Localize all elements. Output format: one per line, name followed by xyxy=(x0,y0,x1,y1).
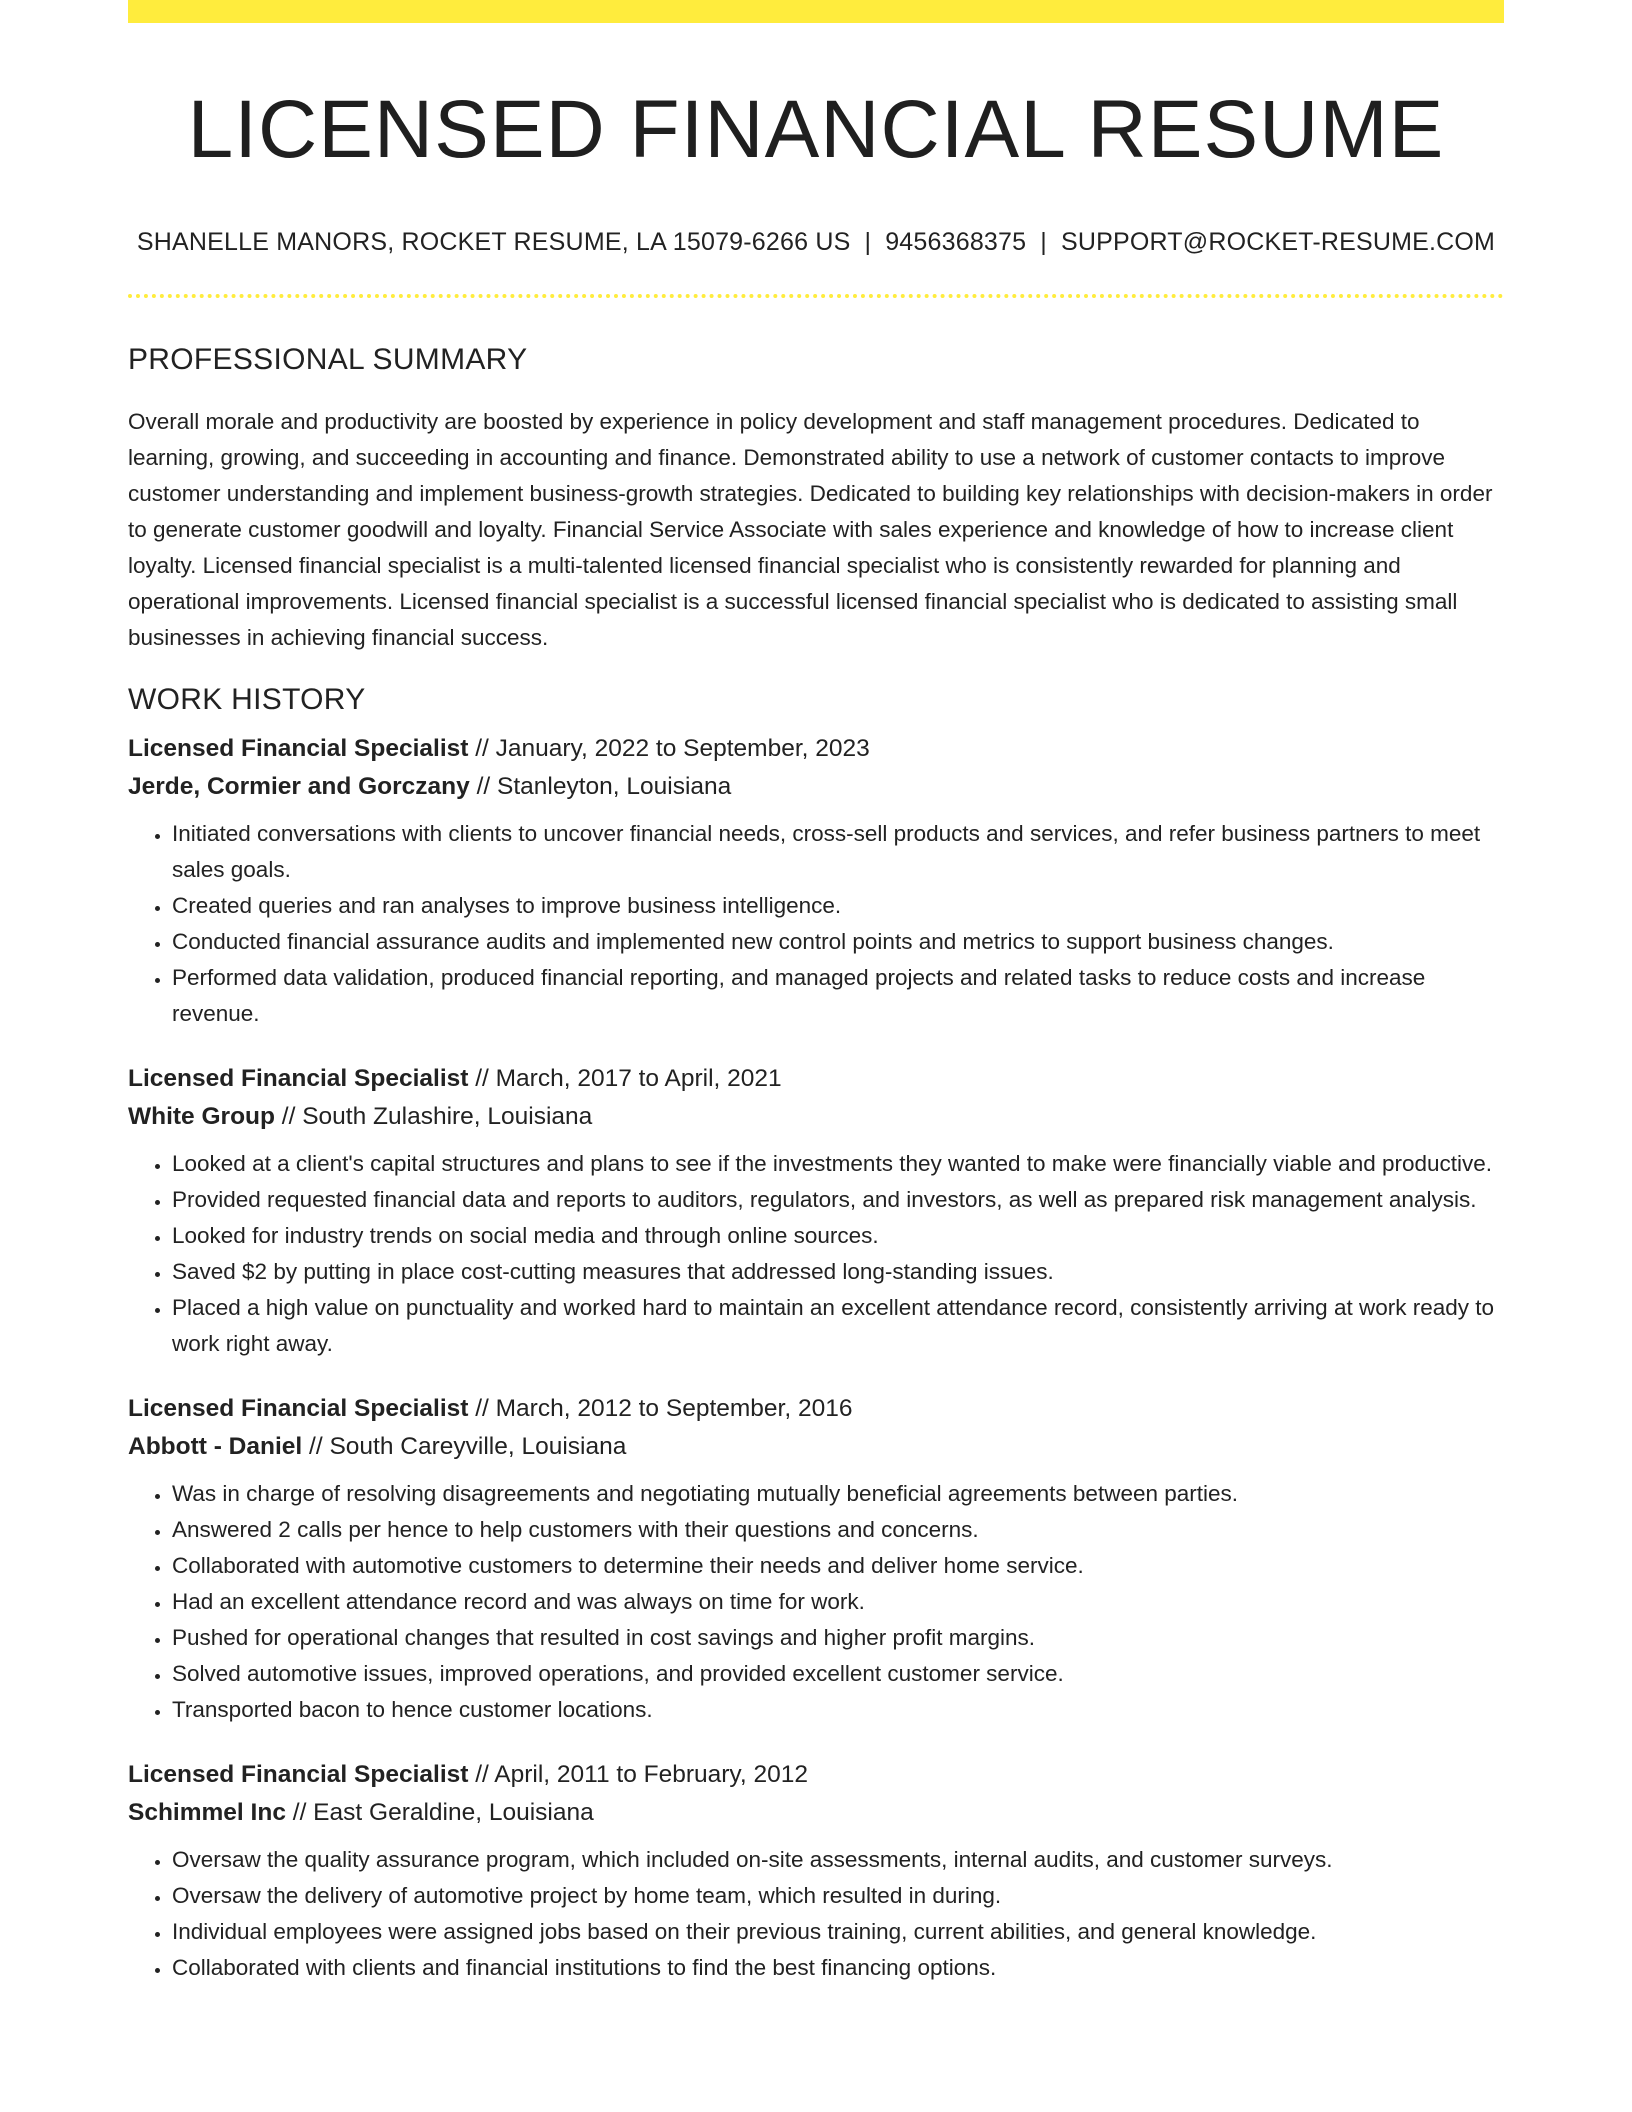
job-company-line xyxy=(128,768,1504,806)
job-bullets xyxy=(128,1146,1504,1362)
job-location: // South Zulashire, Louisiana xyxy=(274,1103,593,1131)
job-company: Schimmel Inc xyxy=(128,1799,286,1827)
job-bullet: • Oversaw the quality assurance program, which included on-site assessments, internal audits, and customer surveys. xyxy=(172,1842,1504,1878)
job-dates: // April, 2011 to February, 2012 xyxy=(468,1761,808,1789)
job-entry xyxy=(128,1390,1504,1728)
contact-email[interactable]: SUPPORT@ROCKET-RESUME.COM xyxy=(1060,228,1496,257)
job-location: // South Careyville, Louisiana xyxy=(302,1433,627,1461)
job-dates: // March, 2012 to September, 2016 xyxy=(468,1395,853,1423)
job-bullet: • Collaborated with automotive customers to determine their needs and deliver home service. xyxy=(172,1548,1504,1584)
job-bullet: • Initiated conversations with clients to uncover financial needs, cross-sell products and services, and refer business partners to meet sales goals. xyxy=(172,816,1504,888)
job-bullet: • Individual employees were assigned jobs based on their previous training, current abilities, and general knowledge. xyxy=(172,1914,1504,1950)
job-title-line xyxy=(128,1060,1504,1098)
job-title: Licensed Financial Specialist xyxy=(128,1395,469,1423)
job-bullet: • Looked at a client's capital structures and plans to see if the investments they wanted to make were financially viable and productive. xyxy=(172,1146,1504,1182)
job-bullets xyxy=(128,1476,1504,1728)
job-title: Licensed Financial Specialist xyxy=(128,1065,469,1093)
resume-title: LICENSED FINANCIAL RESUME xyxy=(187,84,1445,175)
summary-heading: PROFESSIONAL SUMMARY xyxy=(128,343,528,377)
job-bullet: • Placed a high value on punctuality and worked hard to maintain an excellent attendance record, consistently arriving at work ready to work right away. xyxy=(172,1290,1504,1362)
job-location: // Stanleyton, Louisiana xyxy=(469,773,732,801)
job-title-line xyxy=(128,1390,1504,1428)
job-company: Jerde, Cormier and Gorczany xyxy=(128,773,470,801)
job-dates: // March, 2017 to April, 2021 xyxy=(468,1065,782,1093)
job-entry xyxy=(128,1756,1504,1986)
job-bullet: • Conducted financial assurance audits and implemented new control points and metrics to support business changes. xyxy=(172,924,1504,960)
job-bullet: • Solved automotive issues, improved operations, and provided excellent customer service. xyxy=(172,1656,1504,1692)
summary-text: Overall morale and productivity are boosted by experience in policy development and staff management procedures. Dedicated to learning, growing, and succeeding in accounting and finance. Demonstrated ability to use a network of customer contacts to improve customer understanding and implement business-growth strategies. Dedicated to building key relationships with decision-makers in order to generate customer goodwill and loyalty. Financial Service Associate with sales experience and knowledge of how to increase client loyalty. Licensed financial specialist is a multi-talented licensed financial specialist who is consistently rewarded for planning and operational improvements. Licensed financial specialist is a successful licensed financial specialist who is dedicated to assisting small businesses in achieving financial success. xyxy=(128,409,1493,651)
job-title: Licensed Financial Specialist xyxy=(128,1761,469,1789)
job-entry xyxy=(128,1060,1504,1362)
job-title: Licensed Financial Specialist xyxy=(128,735,469,763)
contact-separator: | xyxy=(864,228,872,257)
job-company-line xyxy=(128,1098,1504,1136)
work-history-heading: WORK HISTORY xyxy=(128,683,366,717)
job-bullets xyxy=(128,816,1504,1032)
job-location: // East Geraldine, Louisiana xyxy=(285,1799,594,1827)
job-title-line xyxy=(128,730,1504,768)
job-bullet: • Pushed for operational changes that resulted in cost savings and higher profit margins. xyxy=(172,1620,1504,1656)
job-entry xyxy=(128,730,1504,1032)
contact-separator: | xyxy=(1040,228,1047,257)
job-bullet: • Answered 2 calls per hence to help customers with their questions and concerns. xyxy=(172,1512,1504,1548)
job-company: Abbott - Daniel xyxy=(128,1433,303,1461)
resume-page xyxy=(128,0,1504,1986)
job-bullet: • Looked for industry trends on social media and through online sources. xyxy=(172,1218,1504,1254)
contact-phone: 9456368375 xyxy=(885,228,1027,257)
job-company: White Group xyxy=(128,1103,275,1131)
job-bullet: • Provided requested financial data and reports to auditors, regulators, and investors, as well as prepared risk management analysis. xyxy=(172,1182,1504,1218)
contact-address: SHANELLE MANORS, ROCKET RESUME, LA 15079-6266 US xyxy=(136,228,851,257)
job-bullet: • Had an excellent attendance record and was always on time for work. xyxy=(172,1584,1504,1620)
job-bullet: • Performed data validation, produced financial reporting, and managed projects and related tasks to reduce costs and increase revenue. xyxy=(172,960,1504,1032)
contact-line xyxy=(128,227,1504,257)
dotted-divider xyxy=(128,294,1504,298)
job-bullet: • Was in charge of resolving disagreements and negotiating mutually beneficial agreements between parties. xyxy=(172,1476,1504,1512)
job-bullet: • Collaborated with clients and financial institutions to find the best financing options. xyxy=(172,1950,1504,1986)
job-bullet: • Created queries and ran analyses to improve business intelligence. xyxy=(172,888,1504,924)
job-bullet: • Transported bacon to hence customer locations. xyxy=(172,1692,1504,1728)
accent-top-bar xyxy=(128,0,1504,23)
job-dates: // January, 2022 to September, 2023 xyxy=(468,735,870,763)
job-company-line xyxy=(128,1794,1504,1832)
job-title-line xyxy=(128,1756,1504,1794)
job-bullet: • Saved $2 by putting in place cost-cutting measures that addressed long-standing issues. xyxy=(172,1254,1504,1290)
work-history-list xyxy=(128,730,1504,1986)
job-bullet: • Oversaw the delivery of automotive project by home team, which resulted in during. xyxy=(172,1878,1504,1914)
job-bullets xyxy=(128,1842,1504,1986)
job-company-line xyxy=(128,1428,1504,1466)
